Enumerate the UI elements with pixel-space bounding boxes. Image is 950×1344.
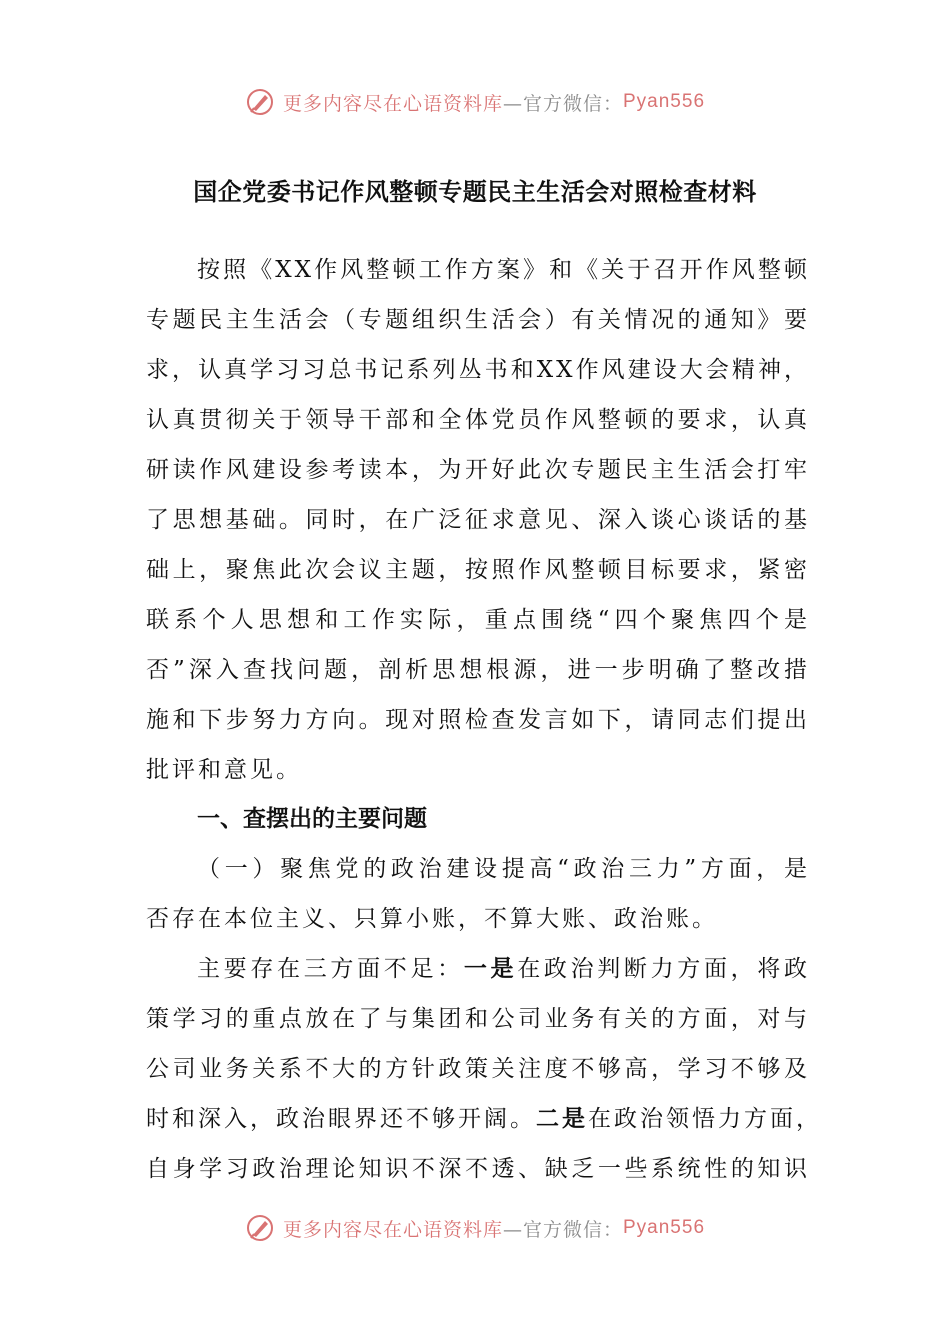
paragraph-line: 否”深入查找问题，剖析思想根源，进一步明确了整改措	[146, 657, 810, 683]
watermark-text-2: —官方微信：	[502, 92, 623, 115]
emphasis-text: 一是	[463, 956, 518, 982]
watermark-header	[0, 82, 950, 122]
text-run: 主要存在三方面不足：	[197, 956, 464, 982]
emphasis-text: 二是	[536, 1106, 588, 1132]
pen-circle-icon	[245, 1213, 275, 1243]
paragraph-line: 策学习的重点放在了与集团和公司业务有关的方面，对与	[146, 1006, 810, 1032]
paragraph-line: 自身学习政治理论知识不深不透、缺乏一些系统性的知识	[146, 1156, 810, 1182]
watermark-text-3: Pyan556	[623, 1217, 706, 1238]
text-run: 在政治领悟力方面，	[588, 1106, 822, 1132]
subsection-line: 否存在本位主义、只算小账，不算大账、政治账。	[146, 906, 718, 932]
paragraph-line: 认真贯彻关于领导干部和全体党员作风整顿的要求，认真	[146, 407, 810, 433]
paragraph-line: 按照《XX作风整顿工作方案》和《关于召开作风整顿	[197, 257, 810, 283]
paragraph-line: 施和下步努力方向。现对照检查发言如下，请同志们提出	[146, 707, 810, 733]
paragraph-line: 公司业务关系不大的方针政策关注度不够高，学习不够及	[146, 1056, 810, 1082]
paragraph-line	[197, 953, 810, 985]
paragraph-line	[146, 1103, 822, 1135]
subsection-line: （一）聚焦党的政治建设提高“政治三力”方面，是	[197, 856, 810, 882]
watermark-text-3: Pyan556	[623, 91, 706, 112]
section-heading: 一、查摆出的主要问题	[197, 806, 427, 832]
text-run: 在政治判断力方面，将政	[517, 956, 811, 982]
paragraph-line: 了思想基础。同时，在广泛征求意见、深入谈心谈话的基	[146, 507, 810, 533]
paragraph-line: 批评和意见。	[146, 757, 302, 783]
text-run: 时和深入，政治眼界还不够开阔。	[146, 1106, 536, 1132]
paragraph-line: 专题民主生活会（专题组织生活会）有关情况的通知》要	[146, 307, 810, 333]
paragraph-line: 础上，聚焦此次会议主题，按照作风整顿目标要求，紧密	[146, 557, 810, 583]
pen-circle-icon	[245, 87, 275, 117]
watermark-text-1: 更多内容尽在心语资料库	[282, 1218, 503, 1241]
paragraph-line: 求，认真学习习总书记系列丛书和XX作风建设大会精神，	[146, 357, 810, 383]
watermark-text-2: —官方微信：	[502, 1218, 623, 1241]
watermark-text-1: 更多内容尽在心语资料库	[282, 92, 503, 115]
paragraph-line: 联系个人思想和工作实际，重点围绕“四个聚焦四个是	[146, 607, 810, 633]
watermark-footer	[0, 1208, 950, 1248]
document-title: 国企党委书记作风整顿专题民主生活会对照检查材料	[193, 178, 757, 206]
paragraph-line: 研读作风建设参考读本，为开好此次专题民主生活会打牢	[146, 457, 810, 483]
